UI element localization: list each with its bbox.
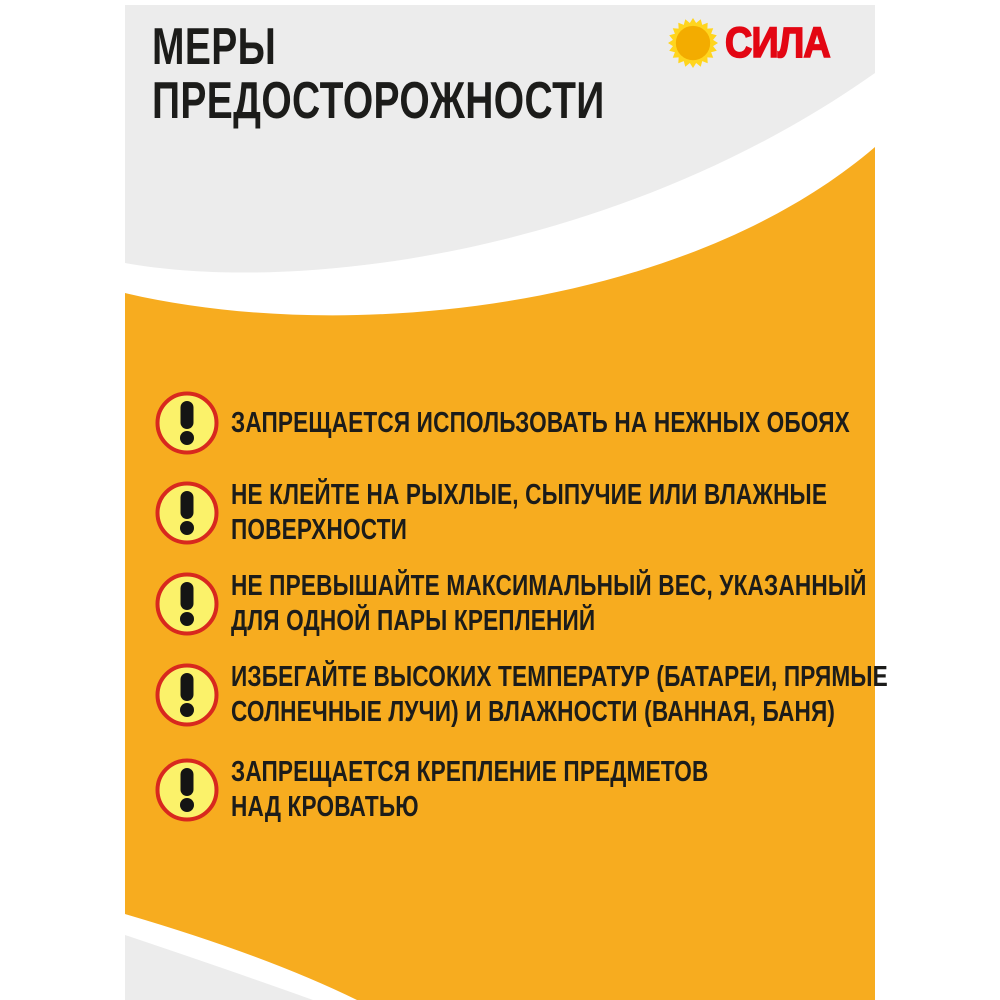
warning-item-2 [155, 478, 995, 548]
warning-text-line: СОЛНЕЧНЫЕ ЛУЧИ) И ВЛАЖНОСТИ (ВАННАЯ, БАНЯ) [231, 696, 836, 728]
warning-item-1 [155, 391, 1000, 455]
warning-exclamation-icon [155, 663, 219, 727]
warning-text [231, 660, 888, 730]
brand-logo [668, 18, 844, 68]
page-title-line-2: ПРЕДОСТОРОЖНОСТИ [152, 72, 605, 130]
warning-text [231, 569, 867, 639]
warning-text-line: ЗАПРЕЩАЕТСЯ КРЕПЛЕНИЕ ПРЕДМЕТОВ [231, 756, 709, 788]
warning-text-line: НАД КРОВАТЬЮ [231, 791, 419, 823]
warning-item-5 [155, 755, 843, 825]
warning-text-line: ПОВЕРХНОСТИ [231, 514, 408, 546]
brand-name: СИЛА [725, 19, 830, 67]
warning-text-line: ДЛЯ ОДНОЙ ПАРЫ КРЕПЛЕНИЙ [231, 605, 596, 637]
warning-exclamation-icon [155, 391, 219, 455]
warning-text [231, 755, 708, 825]
warning-item-4 [155, 660, 1000, 730]
warning-text-line: НЕ ПРЕВЫШАЙТЕ МАКСИМАЛЬНЫЙ ВЕС, УКАЗАННЫЙ [231, 570, 867, 602]
page-title [152, 20, 605, 128]
page-title-line-1: МЕРЫ [152, 18, 277, 76]
warning-text-line: ЗАПРЕЩАЕТСЯ ИСПОЛЬЗОВАТЬ НА НЕЖНЫХ ОБОЯХ [231, 406, 850, 439]
warning-text-line: НЕ КЛЕЙТЕ НА РЫХЛЫЕ, СЫПУЧИЕ ИЛИ ВЛАЖНЫЕ [231, 479, 828, 511]
warning-text [231, 406, 850, 441]
content-area [125, 0, 888, 1000]
sun-logo-icon [668, 18, 718, 68]
warning-exclamation-icon [155, 481, 219, 545]
warning-exclamation-icon [155, 758, 219, 822]
warning-item-3 [155, 569, 1000, 639]
warning-text-line: ИЗБЕГАЙТЕ ВЫСОКИХ ТЕМПЕРАТУР (БАТАРЕИ, ПРЯМЫЕ [231, 661, 888, 693]
warning-text [231, 478, 827, 548]
warning-exclamation-icon [155, 572, 219, 636]
